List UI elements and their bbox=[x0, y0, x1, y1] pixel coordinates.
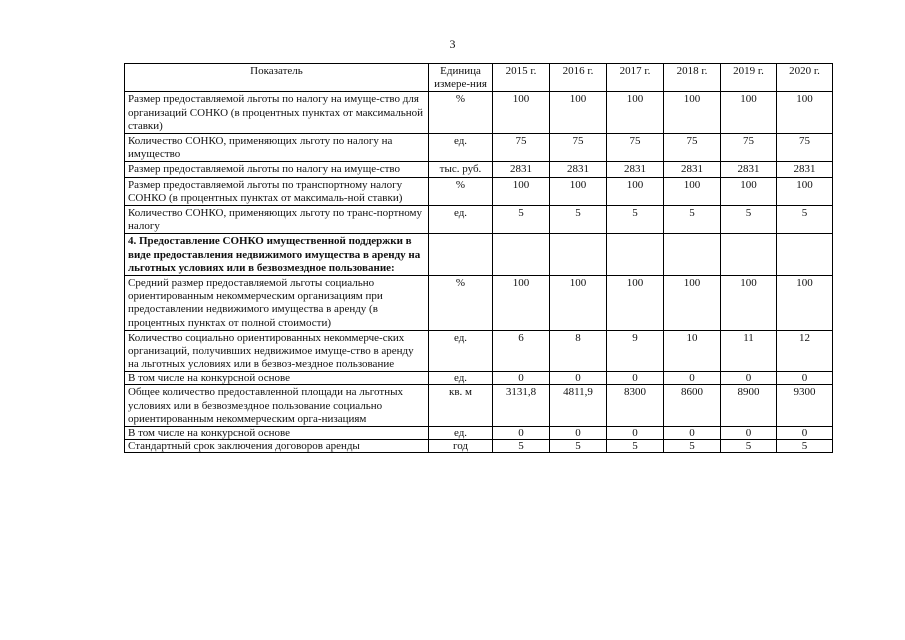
indicator-name: В том числе на конкурсной основе bbox=[125, 372, 429, 385]
year-value-cell bbox=[493, 234, 550, 276]
table-body bbox=[125, 92, 833, 453]
year-value-cell: 2831 bbox=[493, 162, 550, 177]
unit-cell: кв. м bbox=[429, 385, 493, 427]
year-value-cell: 0 bbox=[721, 427, 777, 440]
year-value-cell: 0 bbox=[607, 427, 664, 440]
year-value-cell: 12 bbox=[777, 330, 833, 372]
indicator-name: Размер предоставляемой льготы по налогу на имуще-ство bbox=[125, 162, 429, 177]
table-row bbox=[125, 385, 833, 427]
unit-cell: ед. bbox=[429, 372, 493, 385]
year-value-cell: 0 bbox=[493, 427, 550, 440]
year-value-cell: 100 bbox=[493, 92, 550, 134]
unit-cell: ед. bbox=[429, 206, 493, 234]
year-value-cell: 2831 bbox=[664, 162, 721, 177]
year-value-cell: 0 bbox=[493, 372, 550, 385]
table-row bbox=[125, 276, 833, 331]
year-value-cell: 3131,8 bbox=[493, 385, 550, 427]
indicator-name: Количество социально ориентированных некоммерче-ских организаций, получивших недвижимое имуще-ство в аренду на льготных условиях или в безвоз-мездное пользование bbox=[125, 330, 429, 372]
year-value-cell: 75 bbox=[721, 134, 777, 162]
year-value-cell: 100 bbox=[721, 276, 777, 331]
header-year: 2015 г. bbox=[493, 64, 550, 92]
header-row bbox=[125, 64, 833, 92]
year-value-cell: 100 bbox=[607, 177, 664, 205]
indicator-name: 4. Предоставление СОНКО имущественной поддержки в виде предоставления недвижимого имущества в аренду на льготных условиях или в безвозмездное пользование: bbox=[125, 234, 429, 276]
year-value-cell bbox=[607, 234, 664, 276]
year-value-cell: 11 bbox=[721, 330, 777, 372]
unit-cell: ед. bbox=[429, 134, 493, 162]
year-value-cell: 0 bbox=[721, 372, 777, 385]
indicators-table bbox=[124, 63, 833, 453]
year-value-cell: 0 bbox=[777, 427, 833, 440]
table-row bbox=[125, 134, 833, 162]
indicator-name: В том числе на конкурсной основе bbox=[125, 427, 429, 440]
header-unit: Единица измере-ния bbox=[429, 64, 493, 92]
year-value-cell: 5 bbox=[550, 206, 607, 234]
year-value-cell: 5 bbox=[721, 440, 777, 453]
unit-cell: % bbox=[429, 92, 493, 134]
table-row bbox=[125, 206, 833, 234]
table-row bbox=[125, 162, 833, 177]
year-value-cell: 9 bbox=[607, 330, 664, 372]
unit-cell: ед. bbox=[429, 427, 493, 440]
indicator-name: Количество СОНКО, применяющих льготу по транс-портному налогу bbox=[125, 206, 429, 234]
year-value-cell: 100 bbox=[664, 92, 721, 134]
year-value-cell: 5 bbox=[721, 206, 777, 234]
unit-cell: тыс. руб. bbox=[429, 162, 493, 177]
unit-cell: ед. bbox=[429, 330, 493, 372]
indicator-name: Средний размер предоставляемой льготы социально ориентированным некоммерческим организациям при предоставлении недвижимого имущества в аренду (в процентных пунктах от полной стоимости) bbox=[125, 276, 429, 331]
year-value-cell bbox=[664, 234, 721, 276]
year-value-cell: 2831 bbox=[777, 162, 833, 177]
indicator-name: Общее количество предоставленной площади на льготных условиях или в безвозмездное пользование социально ориентированным некоммерческим орга-низациям bbox=[125, 385, 429, 427]
header-year: 2017 г. bbox=[607, 64, 664, 92]
year-value-cell: 6 bbox=[493, 330, 550, 372]
year-value-cell: 100 bbox=[721, 92, 777, 134]
year-value-cell: 8900 bbox=[721, 385, 777, 427]
section-header-row bbox=[125, 234, 833, 276]
year-value-cell: 5 bbox=[493, 440, 550, 453]
year-value-cell: 8600 bbox=[664, 385, 721, 427]
unit-cell: год bbox=[429, 440, 493, 453]
table-row bbox=[125, 177, 833, 205]
indicator-name: Стандартный срок заключения договоров аренды bbox=[125, 440, 429, 453]
year-value-cell: 5 bbox=[664, 440, 721, 453]
year-value-cell: 100 bbox=[493, 276, 550, 331]
year-value-cell: 9300 bbox=[777, 385, 833, 427]
indicator-name: Размер предоставляемой льготы по налогу на имуще-ство для организаций СОНКО (в процентных пунктах от максимальной ставки) bbox=[125, 92, 429, 134]
unit-cell bbox=[429, 234, 493, 276]
year-value-cell: 100 bbox=[550, 276, 607, 331]
year-value-cell: 5 bbox=[607, 440, 664, 453]
year-value-cell: 100 bbox=[493, 177, 550, 205]
year-value-cell bbox=[721, 234, 777, 276]
year-value-cell: 2831 bbox=[721, 162, 777, 177]
year-value-cell: 5 bbox=[664, 206, 721, 234]
year-value-cell: 10 bbox=[664, 330, 721, 372]
year-value-cell: 8 bbox=[550, 330, 607, 372]
table-row bbox=[125, 92, 833, 134]
year-value-cell: 5 bbox=[777, 440, 833, 453]
year-value-cell: 100 bbox=[777, 92, 833, 134]
year-value-cell: 8300 bbox=[607, 385, 664, 427]
header-indicator: Показатель bbox=[125, 64, 429, 92]
year-value-cell: 75 bbox=[664, 134, 721, 162]
unit-cell: % bbox=[429, 177, 493, 205]
year-value-cell: 5 bbox=[607, 206, 664, 234]
year-value-cell: 2831 bbox=[607, 162, 664, 177]
year-value-cell bbox=[550, 234, 607, 276]
year-value-cell: 75 bbox=[550, 134, 607, 162]
year-value-cell: 0 bbox=[664, 372, 721, 385]
year-value-cell bbox=[777, 234, 833, 276]
header-year: 2020 г. bbox=[777, 64, 833, 92]
year-value-cell: 0 bbox=[664, 427, 721, 440]
year-value-cell: 0 bbox=[550, 427, 607, 440]
year-value-cell: 100 bbox=[550, 177, 607, 205]
year-value-cell: 4811,9 bbox=[550, 385, 607, 427]
year-value-cell: 100 bbox=[777, 177, 833, 205]
year-value-cell: 75 bbox=[493, 134, 550, 162]
page-number: 3 bbox=[449, 37, 456, 51]
table-row bbox=[125, 330, 833, 372]
year-value-cell: 0 bbox=[777, 372, 833, 385]
header-year: 2018 г. bbox=[664, 64, 721, 92]
year-value-cell: 100 bbox=[607, 276, 664, 331]
year-value-cell: 5 bbox=[777, 206, 833, 234]
year-value-cell: 0 bbox=[607, 372, 664, 385]
header-year: 2019 г. bbox=[721, 64, 777, 92]
year-value-cell: 100 bbox=[550, 92, 607, 134]
year-value-cell: 5 bbox=[550, 440, 607, 453]
indicator-name: Количество СОНКО, применяющих льготу по налогу на имущество bbox=[125, 134, 429, 162]
year-value-cell: 75 bbox=[777, 134, 833, 162]
year-value-cell: 100 bbox=[664, 177, 721, 205]
year-value-cell: 0 bbox=[550, 372, 607, 385]
year-value-cell: 100 bbox=[721, 177, 777, 205]
indicator-name: Размер предоставляемой льготы по транспортному налогу СОНКО (в процентных пунктах от максималь-ной ставки) bbox=[125, 177, 429, 205]
year-value-cell: 75 bbox=[607, 134, 664, 162]
year-value-cell: 100 bbox=[607, 92, 664, 134]
year-value-cell: 100 bbox=[777, 276, 833, 331]
year-value-cell: 5 bbox=[493, 206, 550, 234]
year-value-cell: 100 bbox=[664, 276, 721, 331]
header-year: 2016 г. bbox=[550, 64, 607, 92]
table-row bbox=[125, 427, 833, 440]
table-row bbox=[125, 372, 833, 385]
year-value-cell: 2831 bbox=[550, 162, 607, 177]
table-row bbox=[125, 440, 833, 453]
unit-cell: % bbox=[429, 276, 493, 331]
